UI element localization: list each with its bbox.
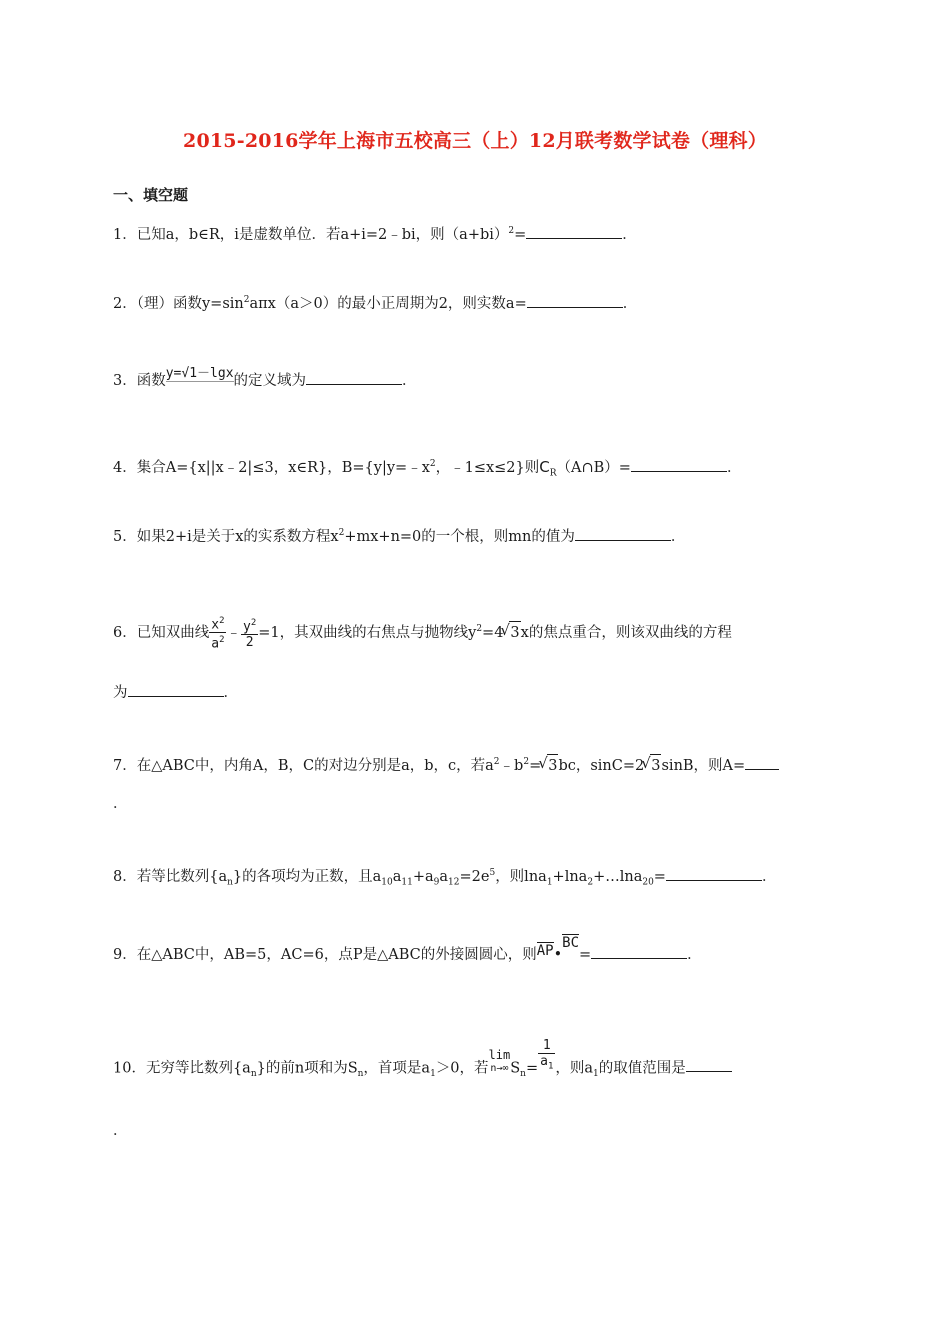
answer-blank[interactable] <box>591 944 687 959</box>
question-7: 7．在△ABC中，内角A，B，C的对边分别是a，b，c，若$a^2﹣b^2=√$ 3bc，sinC=2√ 3sinB，则A= <box>113 751 779 777</box>
sqrt-symbol: √ 3 <box>650 754 661 777</box>
answer-blank[interactable] <box>526 224 622 239</box>
fraction: $\frac{x^2}{a^2}$ <box>211 616 225 652</box>
question-10: 10．无穷等比数列$\{a_n\}$的前n项和为$S_n$，首项是$a_1>0$，若 lim n→∞ $S_n=$ $\frac{1}{a_1}$ ，则$a_1$的取值范围是 <box>113 1050 732 1087</box>
vector-bc: BC <box>562 935 579 951</box>
limit-expression: lim n→∞ <box>488 1048 511 1075</box>
fraction: $\frac{y^2}{2}$ <box>242 617 257 650</box>
formula-image: y=√1－lgx <box>165 366 234 381</box>
sqrt-symbol: √ 3 <box>547 754 558 777</box>
question-2: 2．（理）函数$y=\sin^2a\pi x(a>0)$的最小正周期为2，则实数a= ． <box>113 289 637 315</box>
question-4: 4．集合A={x||x﹣2|≤3，x∈R}，$B=\{y|y=﹣x^2$，﹣1≤x≤2}则$C_R(A\cap B)=$ ． <box>113 457 742 479</box>
answer-blank[interactable] <box>745 755 779 770</box>
answer-blank[interactable] <box>128 682 224 697</box>
question-3: 3．函数y=√1－lgx的定义域为 ． <box>113 366 417 389</box>
vector-ap: AP <box>536 943 554 959</box>
question-10-end: ． <box>113 1123 128 1139</box>
answer-blank[interactable] <box>575 526 671 541</box>
answer-blank[interactable] <box>631 457 727 472</box>
answer-blank[interactable] <box>666 866 762 881</box>
page-title: 2015-2016学年上海市五校高三（上）12月联考数学试卷（理科） <box>183 130 767 152</box>
question-6: 6．已知双曲线 $\frac{x^2}{a^2}$ ﹣ $\frac{y^2}{2}$ =1，其双曲线的右焦点与抛物线$y^2=4√$ 3x的焦点重合，则该双曲线的方程 <box>113 614 732 652</box>
fraction: $\frac{1}{a_1}$ <box>540 1038 554 1072</box>
question-1: 1．已知a，b∈R，i是虚数单位．若a+i=2﹣bi，则$(a+bi)^2=$ ． <box>113 220 637 246</box>
question-7-end: ． <box>113 796 128 812</box>
question-8: 8．若等比数列$\{a_n\}$的各项均为正数，且$a_{10}a_{11}+a_9a_{12}=2e^5$，则lna$_1$+lna$_2$+…lna$_{20}$= ． <box>113 862 776 894</box>
answer-blank[interactable] <box>306 370 402 385</box>
answer-blank[interactable] <box>686 1057 732 1072</box>
answer-blank[interactable] <box>527 293 623 308</box>
section-heading: 一、填空题 <box>113 186 189 204</box>
sqrt-symbol: √ 3 <box>509 621 520 644</box>
question-9: 9．在△ABC中，AB=5，AC=6，点P是△ABC的外接圆圆心，则AP•BC= ． <box>113 935 702 963</box>
question-6-line2: 为 ． <box>113 682 238 704</box>
question-5: 5．如果2+i是关于x的实系数方程$x^2+mx+n=0$的一个根，则mn的值为 ． <box>113 522 685 548</box>
